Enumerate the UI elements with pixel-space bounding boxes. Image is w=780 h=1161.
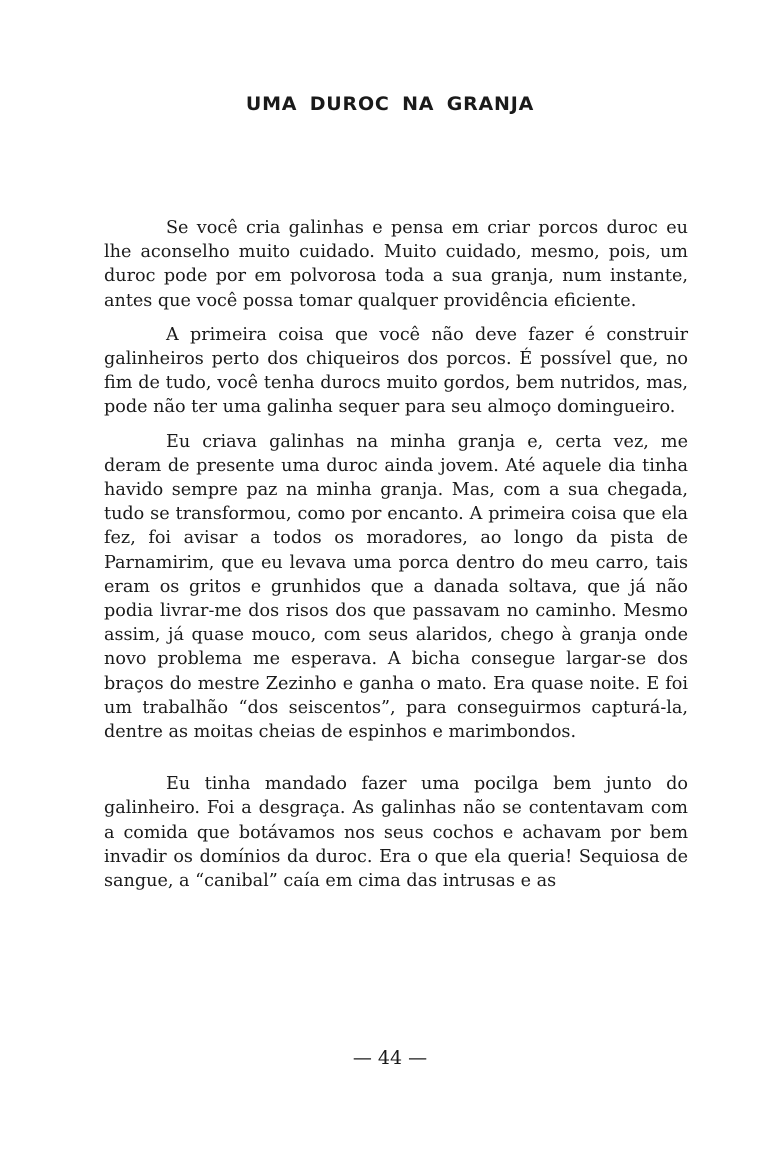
chapter-title: UMA DUROC NA GRANJA xyxy=(245,93,535,115)
page-number: — 44 — xyxy=(352,1047,428,1069)
paragraph: Eu tinha mandado fazer uma pocilga bem junto do galinheiro. Foi a desgraça. As galinhas não se contentavam com a comida que botávamos nos seus cochos e achavam por bem invadir os domínios da duroc. Era o que ela queria! Sequiosa de sangue, a “canibal” caía em cima das intrusas e as xyxy=(104,774,688,892)
paragraph: Se você cria galinhas e pensa em criar porcos duroc eu lhe aconselho muito cuidado. Muito cuidado, mesmo, pois, um duroc pode por em polvorosa toda a sua granja, num instante, antes que você possa tomar qualquer providência eficiente. xyxy=(104,218,688,311)
paragraph: A primeira coisa que você não deve fazer é construir galinheiros perto dos chiqueiros dos porcos. É possível que, no fim de tudo, você tenha durocs muito gordos, bem nutridos, mas, pode não ter uma galinha sequer para seu almoço domingueiro. xyxy=(104,324,688,418)
body-text xyxy=(104,216,688,893)
paragraph: Eu criava galinhas na minha granja e, certa vez, me deram de presente uma duroc ainda jovem. Até aquele dia tinha havido sempre paz na minha granja. Mas, com a sua chegada, tudo se transformou, como por encanto. A primeira coisa que ela fez, foi avisar a todos os moradores, ao longo da pista de Parnamirim, que eu levava uma porca dentro do meu carro, tais eram os gritos e grunhidos que a danada soltava, que já não podia livrar-me dos risos dos que passavam no caminho. Mesmo assim, já quase mouco, com seus alaridos, chego à granja onde novo problema me esperava. A bicha consegue largar-se dos braços do mestre Zezinho e ganha o mato. Era quase noite. E foi um trabalhão “dos seiscentos”, para conseguirmos capturá-la, dentre as moitas cheias de espinhos e marimbondos. xyxy=(104,431,688,743)
